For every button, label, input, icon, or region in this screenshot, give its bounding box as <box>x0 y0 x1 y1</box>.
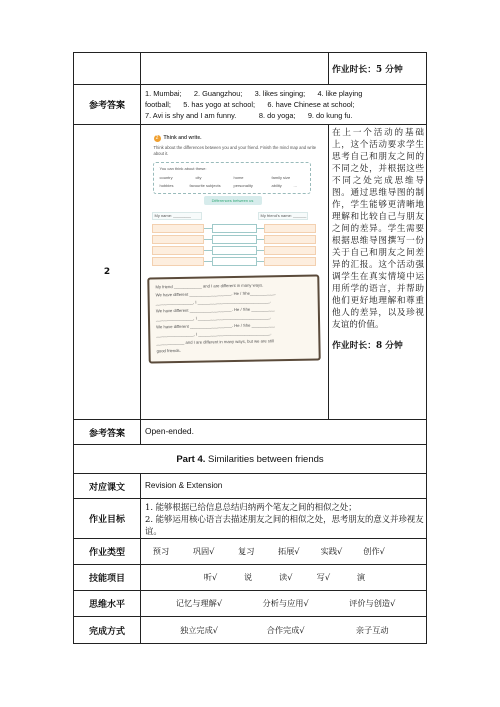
writing-line: We have different __________________. He / She __________ <box>155 306 275 314</box>
types-options <box>141 539 427 565</box>
goals-content <box>141 499 427 539</box>
word-bank-header: You can think about these: <box>159 166 207 171</box>
lesson-value: Revision & Extension <box>141 474 427 499</box>
mind-map-box <box>212 246 257 255</box>
lesson-label: 对应课文 <box>74 474 141 499</box>
mind-map-box <box>264 246 316 255</box>
mind-map-title: Differences between us <box>204 196 262 205</box>
connector-line <box>257 228 264 229</box>
option: 记忆与理解√ <box>175 598 223 608</box>
writing-line: We have different __________________. He / She __________ <box>155 322 275 330</box>
worksheet-title: Think and write. <box>163 135 202 141</box>
goals-row <box>74 499 427 539</box>
word: country <box>159 175 173 180</box>
connector-line <box>257 239 264 240</box>
connector-line <box>257 250 264 251</box>
empty-cell <box>141 53 329 85</box>
option: 写√ <box>316 572 331 582</box>
connector-line <box>204 239 212 240</box>
option: 巩固√ <box>192 546 215 556</box>
answer-content <box>141 85 427 125</box>
writing-line: My friend ____________ and I are different in many ways. <box>154 282 263 290</box>
task-number: 2 <box>74 125 141 420</box>
option: 听√ <box>203 572 218 582</box>
part-name: Similarities between friends <box>208 453 324 465</box>
option: 实践√ <box>320 546 343 556</box>
mind-map-box <box>264 257 316 266</box>
thinking-label: 思维水平 <box>74 591 141 617</box>
homework-table <box>73 52 427 644</box>
answer-label: 参考答案 <box>74 420 141 445</box>
answer-label: 参考答案 <box>74 85 141 125</box>
friend-name-box: My friend's name: ______ <box>258 212 308 220</box>
mind-map-box <box>212 235 257 244</box>
writing-line: ________________, I _______________________________. <box>155 314 271 322</box>
types-row <box>74 539 427 565</box>
connector-line <box>204 261 212 262</box>
mind-map-box <box>212 257 257 266</box>
completion-options <box>141 617 427 644</box>
word: favourite subjects <box>189 183 221 188</box>
word: city <box>195 175 202 180</box>
writing-line: We have different __________________. He / She___________ <box>155 290 276 298</box>
answer-row-2 <box>74 420 427 445</box>
writing-line: ________________, I _______________________________. <box>155 298 271 306</box>
word-bank <box>153 162 311 194</box>
thinking-row <box>74 591 427 617</box>
completion-label: 完成方式 <box>74 617 141 644</box>
mind-map-box <box>152 246 204 255</box>
writing-line: good friends. <box>156 347 181 354</box>
activity-badge: 2 <box>154 135 161 142</box>
answer-line: 1. Mumbai; 2. Guangzhou; 3. likes singing; 4. like playing <box>145 88 363 98</box>
empty-cell <box>74 53 141 85</box>
worksheet-instruction: Think about the differences between you and your friend. Finish the mind map and write about it. <box>153 145 317 156</box>
part-4-heading-row <box>74 445 427 474</box>
mind-map-box <box>152 224 204 233</box>
word: personality <box>233 183 253 188</box>
connector-line <box>257 261 264 262</box>
answer-row-1 <box>74 85 427 125</box>
goals-label: 作业目标 <box>74 499 141 539</box>
writing-paper <box>147 275 320 364</box>
word: home <box>233 175 244 180</box>
goal-line: 1. 能够根据已给信息总结归纳两个笔友之间的相似之处； <box>145 501 357 512</box>
mind-map-box <box>264 224 316 233</box>
mind-map-box <box>264 235 316 244</box>
answer-line: 7. Avi is shy and I am funny. 8. do yoga; 9. do kung fu. <box>145 111 353 121</box>
task-2-row <box>74 125 427 420</box>
connector-line <box>204 250 212 251</box>
writing-line: ________________, I _______________________________. <box>155 330 272 338</box>
word: family size <box>271 175 291 180</box>
option: 评价与创造√ <box>349 598 396 608</box>
mind-map-box <box>152 235 204 244</box>
part-number: Part 4. <box>176 453 206 465</box>
types-label: 作业类型 <box>74 539 141 565</box>
my-name-box: My name: ________ <box>152 212 202 220</box>
option: 创作√ <box>363 546 385 556</box>
thinking-options <box>141 591 427 617</box>
option: 合作完成√ <box>266 624 305 635</box>
answer-content: Open-ended. <box>141 420 427 445</box>
word: ability <box>271 183 282 188</box>
lesson-row <box>74 474 427 499</box>
completion-row <box>74 617 427 644</box>
option: 拓展√ <box>278 546 300 556</box>
option: 演 <box>356 572 366 582</box>
task-description: 在上一个活动的基础上，这个活动要求学生思考自己和朋友之间的不同之处，并根据这些不同之处完成思维导图。通过思维导图的制作，学生能够更清晰地理解和比较自己与朋友之间的差异。学生需要根据思维导图撰写一份关于自己和朋友之间差异的汇报。这个活动强调学生在真实情境中运用所学的语言，并帮助他们更好地理解和尊重他人的差异，以及珍视友谊的价值。 <box>332 128 424 330</box>
part-title <box>74 445 427 474</box>
word: hobbies <box>159 183 174 188</box>
skills-label: 技能项目 <box>74 565 141 591</box>
worksheet-image <box>146 128 324 368</box>
connector-line <box>204 228 212 229</box>
worksheet-cell <box>141 125 329 420</box>
option: 预习 <box>152 546 170 556</box>
skills-options <box>141 565 427 591</box>
task-description-cell <box>329 125 427 420</box>
option: 说 <box>244 572 253 582</box>
time-label: 作业时长：8 分钟 <box>332 341 403 351</box>
mind-map-box <box>212 224 257 233</box>
skills-row <box>74 565 427 591</box>
answer-line: football; 5. has yogo at school; 6. have Chinese at school; <box>145 99 355 109</box>
goal-line: 2. 能够运用核心语言去描述朋友之间的相似之处，思考朋友的意义并珍视友谊。 <box>145 513 424 536</box>
mind-map-box <box>152 257 204 266</box>
word: ... <box>293 183 297 188</box>
option: 读√ <box>279 572 293 582</box>
option: 复习 <box>238 546 255 556</box>
time-label: 作业时长：5 分钟 <box>329 53 427 85</box>
option: 亲子互动 <box>355 624 389 635</box>
option: 独立完成√ <box>180 624 218 635</box>
option: 分析与应用√ <box>262 598 309 608</box>
time-row-1 <box>74 53 427 85</box>
writing-line: ____________ and I are different in many ways, but we are still <box>155 338 274 346</box>
